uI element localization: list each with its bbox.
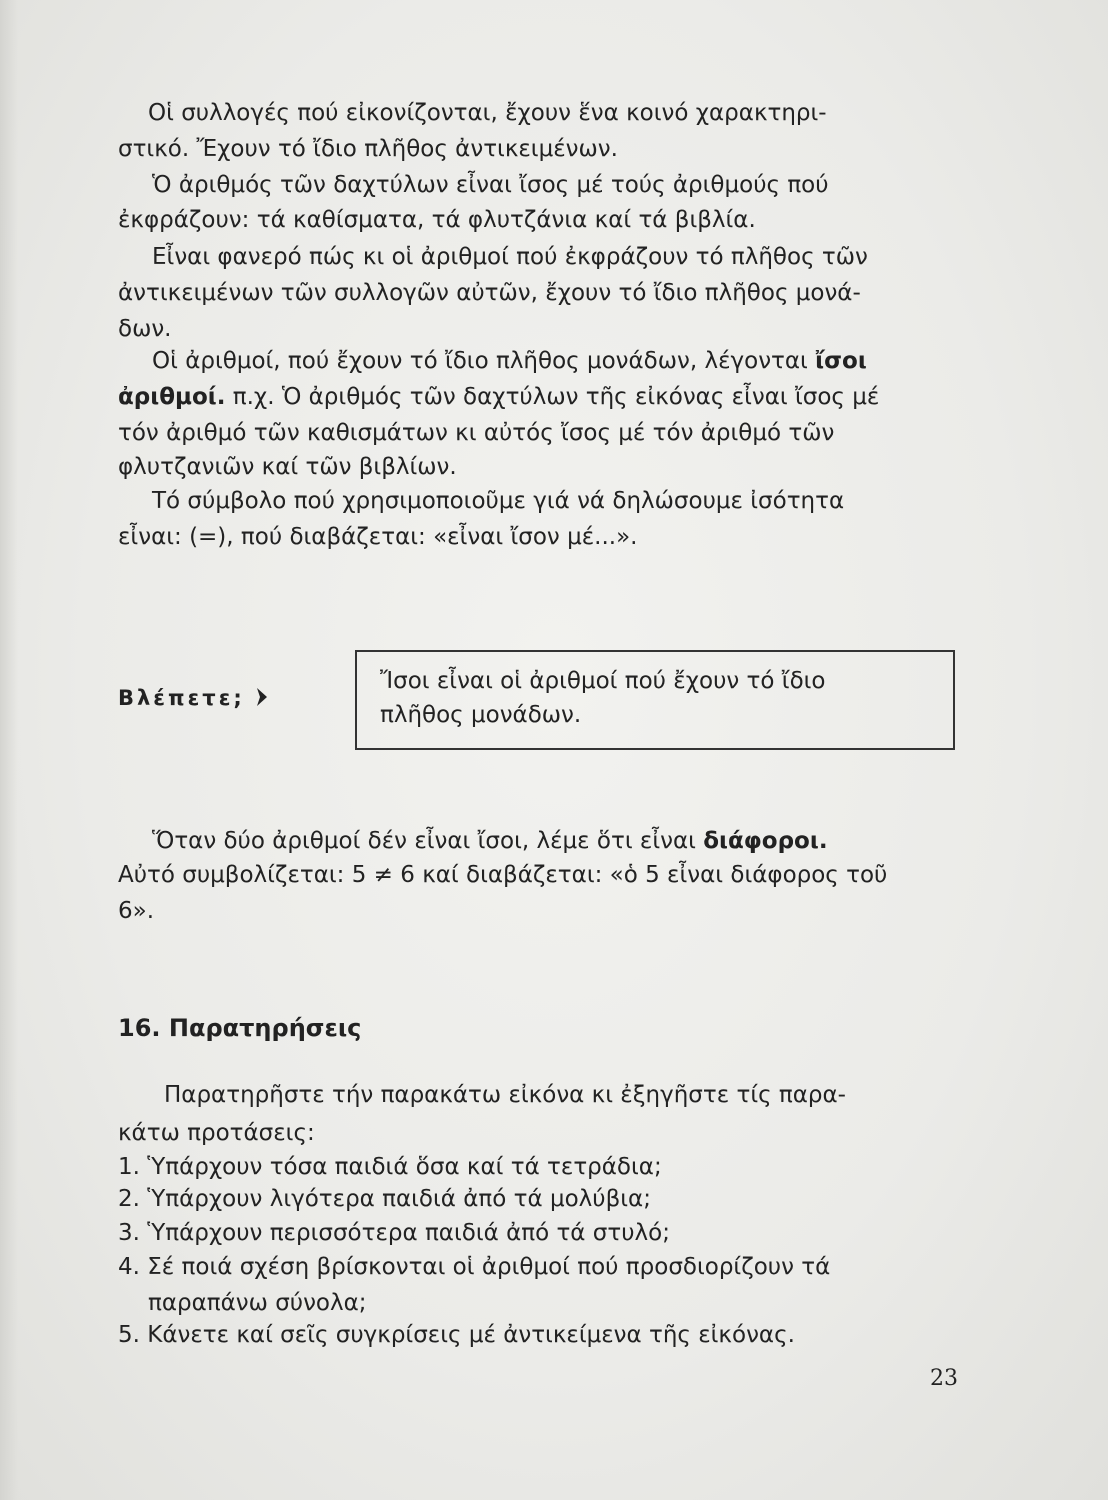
question-5: 5. Κάνετε καί σεῖς συγκρίσεις μέ ἀντικείμενα τῆς εἰκόνας. [118, 1322, 795, 1348]
see-label-text: Βλέπετε; [118, 686, 245, 710]
question-3: 3. Ὑπάρχουν περισσότερα παιδιά ἀπό τά στυλό; [118, 1220, 670, 1246]
question-4-continued: παραπάνω σύνολα; [148, 1290, 367, 1316]
see-label [118, 686, 269, 710]
paragraph4-line3: τόν ἀριθμό τῶν καθισμάτων κι αὐτός ἴσος μέ τόν ἀριθμό τῶν [118, 420, 835, 446]
paragraph5-line2: εἶναι: (=), πού διαβάζεται: «εἶναι ἴσον μέ...». [118, 524, 638, 550]
definition-line1: Ἴσοι εἶναι οἱ ἀριθμοί πού ἔχουν τό ἴδιο [380, 668, 826, 694]
paragraph4-term-arithmoi: ἀριθμοί. [118, 384, 226, 410]
paragraph3-line3: δων. [118, 316, 172, 342]
page-edge-shadow [0, 0, 18, 1500]
paragraph4-line2-text: π.χ. Ὁ ἀριθμός τῶν δαχτύλων τῆς εἰκόνας εἶναι ἴσος μέ [225, 384, 880, 410]
paragraph4-line2 [118, 382, 879, 412]
paragraph6-term-diaforoi: διάφοροι. [703, 828, 828, 854]
question-1: 1. Ὑπάρχουν τόσα παιδιά ὅσα καί τά τετράδια; [118, 1154, 662, 1180]
paragraph5-line1: Τό σύμβολο πού χρησιμοποιοῦμε γιά νά δηλώσουμε ἰσότητα [152, 488, 845, 514]
paragraph4-line4: φλυτζανιῶν καί τῶν βιβλίων. [118, 454, 457, 480]
pointer-arrow-icon [255, 686, 269, 708]
paragraph3-line1: Εἶναι φανερό πώς κι οἱ ἀριθμοί πού ἐκφράζουν τό πλῆθος τῶν [152, 244, 868, 270]
paragraph1-line2: στικό. Ἔχουν τό ἴδιο πλῆθος ἀντικειμένων. [118, 136, 618, 162]
paragraph6-line3: 6». [118, 898, 155, 924]
paragraph6-line1 [152, 826, 828, 856]
section-heading: 16. Παρατηρήσεις [118, 1014, 362, 1042]
paragraph4-line1-text: Οἱ ἀριθμοί, πού ἔχουν τό ἴδιο πλῆθος μονάδων, λέγονται [152, 348, 816, 374]
paragraph6-line2: Αὐτό συμβολίζεται: 5 ≠ 6 καί διαβάζεται: «ὁ 5 εἶναι διάφορος τοῦ [118, 862, 888, 888]
paragraph2-line1: Ὁ ἀριθμός τῶν δαχτύλων εἶναι ἴσος μέ τούς ἀριθμούς πού [152, 172, 829, 198]
paragraph6-line1-text: Ὅταν δύο ἀριθμοί δέν εἶναι ἴσοι, λέμε ὅτι εἶναι [152, 828, 704, 854]
paragraph4-term-isoi: ἴσοι [815, 348, 867, 374]
page-number: 23 [930, 1366, 958, 1391]
paragraph3-line2: ἀντικειμένων τῶν συλλογῶν αὐτῶν, ἔχουν τό ἴδιο πλῆθος μονά- [118, 280, 861, 306]
paragraph2-line2: ἐκφράζουν: τά καθίσματα, τά φλυτζάνια καί τά βιβλία. [118, 207, 756, 233]
intro-line1: Παρατηρῆστε τήν παρακάτω εἰκόνα κι ἐξηγῆστε τίς παρα- [164, 1082, 846, 1108]
question-4: 4. Σέ ποιά σχέση βρίσκονται οἱ ἀριθμοί πού προσδιορίζουν τά [118, 1254, 831, 1280]
paragraph4-line1 [152, 346, 867, 376]
intro-line2: κάτω προτάσεις: [118, 1120, 315, 1146]
paragraph1-line1: Οἱ συλλογές πού εἰκονίζονται, ἔχουν ἕνα κοινό χαρακτηρι- [148, 100, 827, 126]
definition-line2: πλῆθος μονάδων. [380, 702, 582, 728]
question-2: 2. Ὑπάρχουν λιγότερα παιδιά ἀπό τά μολύβια; [118, 1186, 651, 1212]
